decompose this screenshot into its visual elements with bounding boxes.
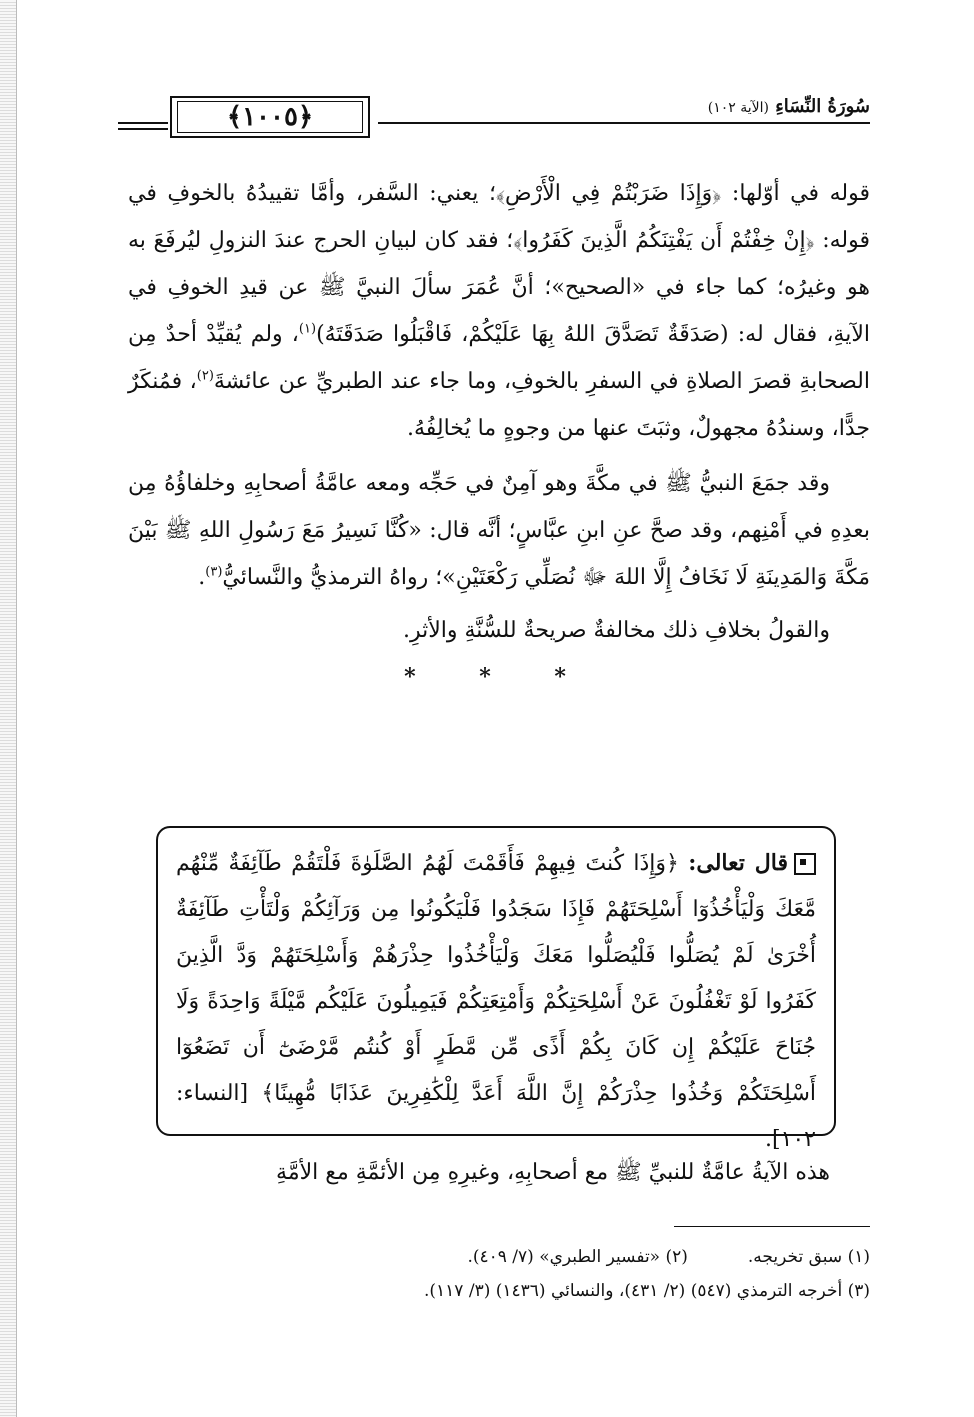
footnote-row-1 (128, 1240, 870, 1274)
header-rule-left-bottom (118, 128, 168, 130)
footnote-marker-1: (١) (298, 321, 317, 337)
paragraph-1-end: ، فمُنكَرٌ جدًّا، وسندُهُ مجهولٌ، وثبَتَ عنها من وجوهٍ ما يُخالِفُهُ. (128, 369, 870, 441)
commentary-line: هذه الآيةُ عامَّةٌ للنبيِّ ﷺ مع أصحابِهِ، وغيرِهِ مِن الأئمَّةِ مع الأمَّةِ (276, 1160, 830, 1185)
header-rule (378, 122, 870, 124)
verse-heading: قال تعالى: (688, 850, 789, 876)
verse-reference: [النساء: ١٠٢]. (176, 1081, 816, 1152)
footnote-1: (١) سبق تخريجه. (747, 1247, 870, 1267)
footnote-2: (٢) «تفسير الطبري» (٧/ ٤٠٩). (467, 1247, 688, 1267)
ornament-icon (794, 853, 816, 875)
page-number-box (170, 96, 370, 138)
paragraph-1-continued: ، ولم يُقيِّدْ أحدٌ مِن الصحابةِ قصرَ الصلاةِ في السفرِ بالخوفِ، وما جاء عند الطبريِّ عن عائشةَ (128, 322, 870, 394)
running-title (700, 96, 870, 117)
section-separator: * * * (404, 664, 594, 690)
footnotes (128, 1240, 870, 1308)
page-number: ﴿١٠٠٥﴾ (177, 101, 363, 133)
paragraph-3: والقولُ بخلافِ ذلك مخالفةٌ صريحةٌ للسُّنَّةِ والأثرِ. (402, 618, 830, 643)
ayah-reference: (الآية ١٠٢) (707, 100, 770, 116)
book-spine-edge (0, 0, 17, 1417)
footnote-divider (674, 1226, 870, 1227)
verse-text: ﴿وَإِذَا كُنتَ فِيهِمْ فَأَقَمْتَ لَهُمُ الصَّلَوٰةَ فَلْتَقُمْ طَآئِفَةٌ مِّنْهُم مَّعَكَ وَلْيَأْخُذُوٓا أَسْلِحَتَهُمْ فَإِذَا سَجَدُوا فَلْيَكُونُوا مِن وَرَآئِكُمْ وَلْتَأْتِ طَآئِفَةٌ أُخْرَىٰ لَمْ يُصَلُّوا فَلْيُصَلُّوا مَعَكَ وَلْيَأْخُذُوا حِذْرَهُمْ وَأَسْلِحَتَهُمْ وَدَّ الَّذِينَ كَفَرُوا لَوْ تَغْفُلُونَ عَنْ أَسْلِحَتِكُمْ وَأَمْتِعَتِكُمْ فَيَمِيلُونَ عَلَيْكُم مَّيْلَةً وَاحِدَةً وَلَا جُنَاحَ عَلَيْكُمْ إِن كَانَ بِكُمْ أَذًى مِّن مَّطَرٍ أَوْ كُنتُم مَّرْضَىٰٓ أَن تَضَعُوٓا أَسْلِحَتَكُمْ وَخُذُوا حِذْرَكُمْ إِنَّ اللَّهَ أَعَدَّ لِلْكَٰفِرِينَ عَذَابًا مُّهِينًا﴾ (176, 851, 816, 1106)
footnote-3: (٣) أخرجه الترمذي (٥٤٧) (٢/ ٤٣١)، والنسائي (١٤٣٦) (٣/ ١١٧). (423, 1281, 870, 1301)
paragraph-2-end: . (198, 565, 206, 590)
header-rule-left-top (118, 122, 168, 124)
footnote-marker-3: (٣) (205, 564, 223, 580)
verse-box (156, 826, 836, 1152)
page-header (118, 96, 870, 140)
paragraph-2-text: وقد جمَعَ النبيُّ ﷺ في مكَّةَ وهو آمِنٌ في حَجِّه ومعه عامَّةُ أصحابِهِ وخلفاؤُهُ مِن بعدِهِ في أَمْنِهم، وقد صحَّ عنِ ابنِ عبَّاسٍ؛ أنَّه قال: «كُنَّا نَسِيرُ مَعَ رَسُولِ اللهِ ﷺ بَيْنَ مَكَّةَ وَالمَدِينَةِ لَا نَخَافُ إِلَّا اللهَ ﷻ نُصَلِّي رَكْعَتَيْنِ»؛ رواهُ الترمذيُّ والنَّسائيُّ (128, 471, 870, 590)
main-text (128, 170, 870, 701)
footnote-marker-2: (٢) (196, 368, 214, 384)
paragraph-1-text: قوله في أوّلها: ﴿وَإِذَا ضَرَبْتُمْ فِي الْأَرْضِ﴾؛ يعني: السَّفر، وأمَّا تقييدُهُ بالخوفِ في قوله: ﴿إِنْ خِفْتُمْ أَن يَفْتِنَكُمُ الَّذِينَ كَفَرُوا﴾؛ فقد كان لبيانِ الحرج عندَ النزولِ ليُرفَعَ به هو وغيرُه؛ كما جاء في «الصحيح»؛ أنَّ عُمَرَ سألَ النبيَّ ﷺ عن قيدِ الخوفِ في الآيةِ، فقال له: (صَدَقَةٌ تَصَدَّقَ اللهُ بِهَا عَلَيْكُمْ، فَاقْبَلُوا صَدَقَتَهُ) (128, 181, 871, 347)
surah-name: سُورَةُ النِّسَاءِ (775, 96, 870, 117)
paragraph-1 (128, 170, 870, 452)
paragraph-2 (128, 460, 870, 601)
footnote-row-2 (128, 1274, 870, 1308)
